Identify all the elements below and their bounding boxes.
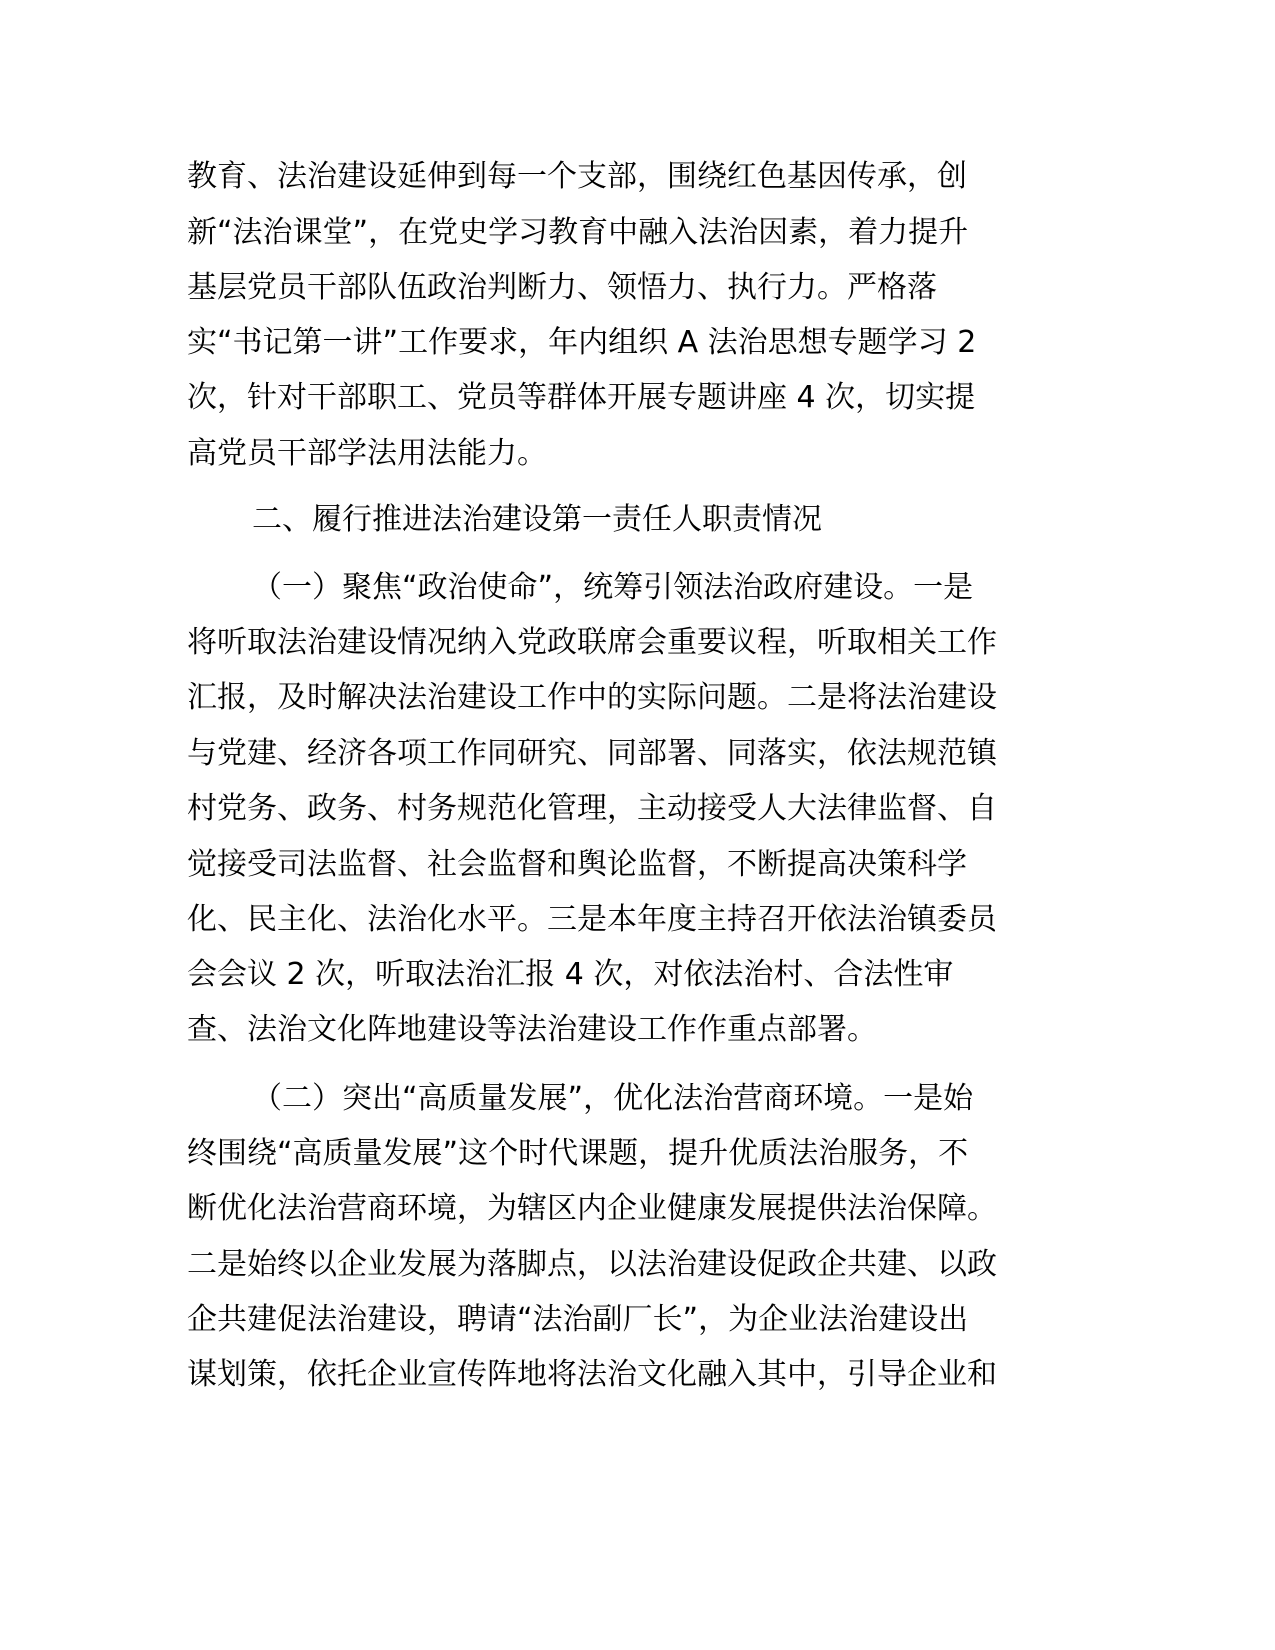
text-line: 次，针对干部职工、党员等群体开展专题讲座 4 次，切实提 [187,380,976,415]
text-line: 企共建促法治建设，聘请“法治副厂长”，为企业法治建设出 [187,1302,969,1337]
text-line: 高党员干部学法用法能力。 [187,436,547,471]
text-line: 觉接受司法监督、社会监督和舆论监督，不断提高决策科学 [187,847,967,882]
text-line: 断优化法治营商环境，为辖区内企业健康发展提供法治保障。 [187,1191,997,1226]
text-line: 查、法治文化阵地建设等法治建设工作作重点部署。 [187,1012,877,1047]
subsection-heading-line: （一）聚焦“政治使命”，统筹引领法治政府建设。一是 [252,570,974,605]
text-line: 谋划策，依托企业宣传阵地将法治文化融入其中，引导企业和 [187,1357,997,1392]
text-line: 将听取法治建设情况纳入党政联席会重要议程，听取相关工作 [187,625,997,660]
subsection-heading-line: （二）突出“高质量发展”，优化法治营商环境。一是始 [252,1081,974,1116]
text-line: 实“书记第一讲”工作要求，年内组织 A 法治思想专题学习 2 [187,325,977,360]
text-line: 会会议 2 次，听取法治汇报 4 次，对依法治村、合法性审 [187,957,954,992]
text-line: 二是始终以企业发展为落脚点，以法治建设促政企共建、以政 [187,1247,997,1282]
text-line: 与党建、经济各项工作同研究、同部署、同落实，依法规范镇 [187,736,997,771]
text-line: 教育、法治建设延伸到每一个支部，围绕红色基因传承，创 [187,159,967,194]
text-line: 村党务、政务、村务规范化管理，主动接受人大法律监督、自 [187,791,997,826]
text-line: 汇报，及时解决法治建设工作中的实际问题。二是将法治建设 [187,680,997,715]
text-line: 化、民主化、法治化水平。三是本年度主持召开依法治镇委员 [187,902,997,937]
section-heading: 二、履行推进法治建设第一责任人职责情况 [252,502,822,537]
text-line: 终围绕“高质量发展”这个时代课题，提升优质法治服务，不 [187,1136,969,1171]
text-line: 基层党员干部队伍政治判断力、领悟力、执行力。严格落 [187,270,937,305]
text-line: 新“法治课堂”，在党史学习教育中融入法治因素，着力提升 [187,215,969,250]
